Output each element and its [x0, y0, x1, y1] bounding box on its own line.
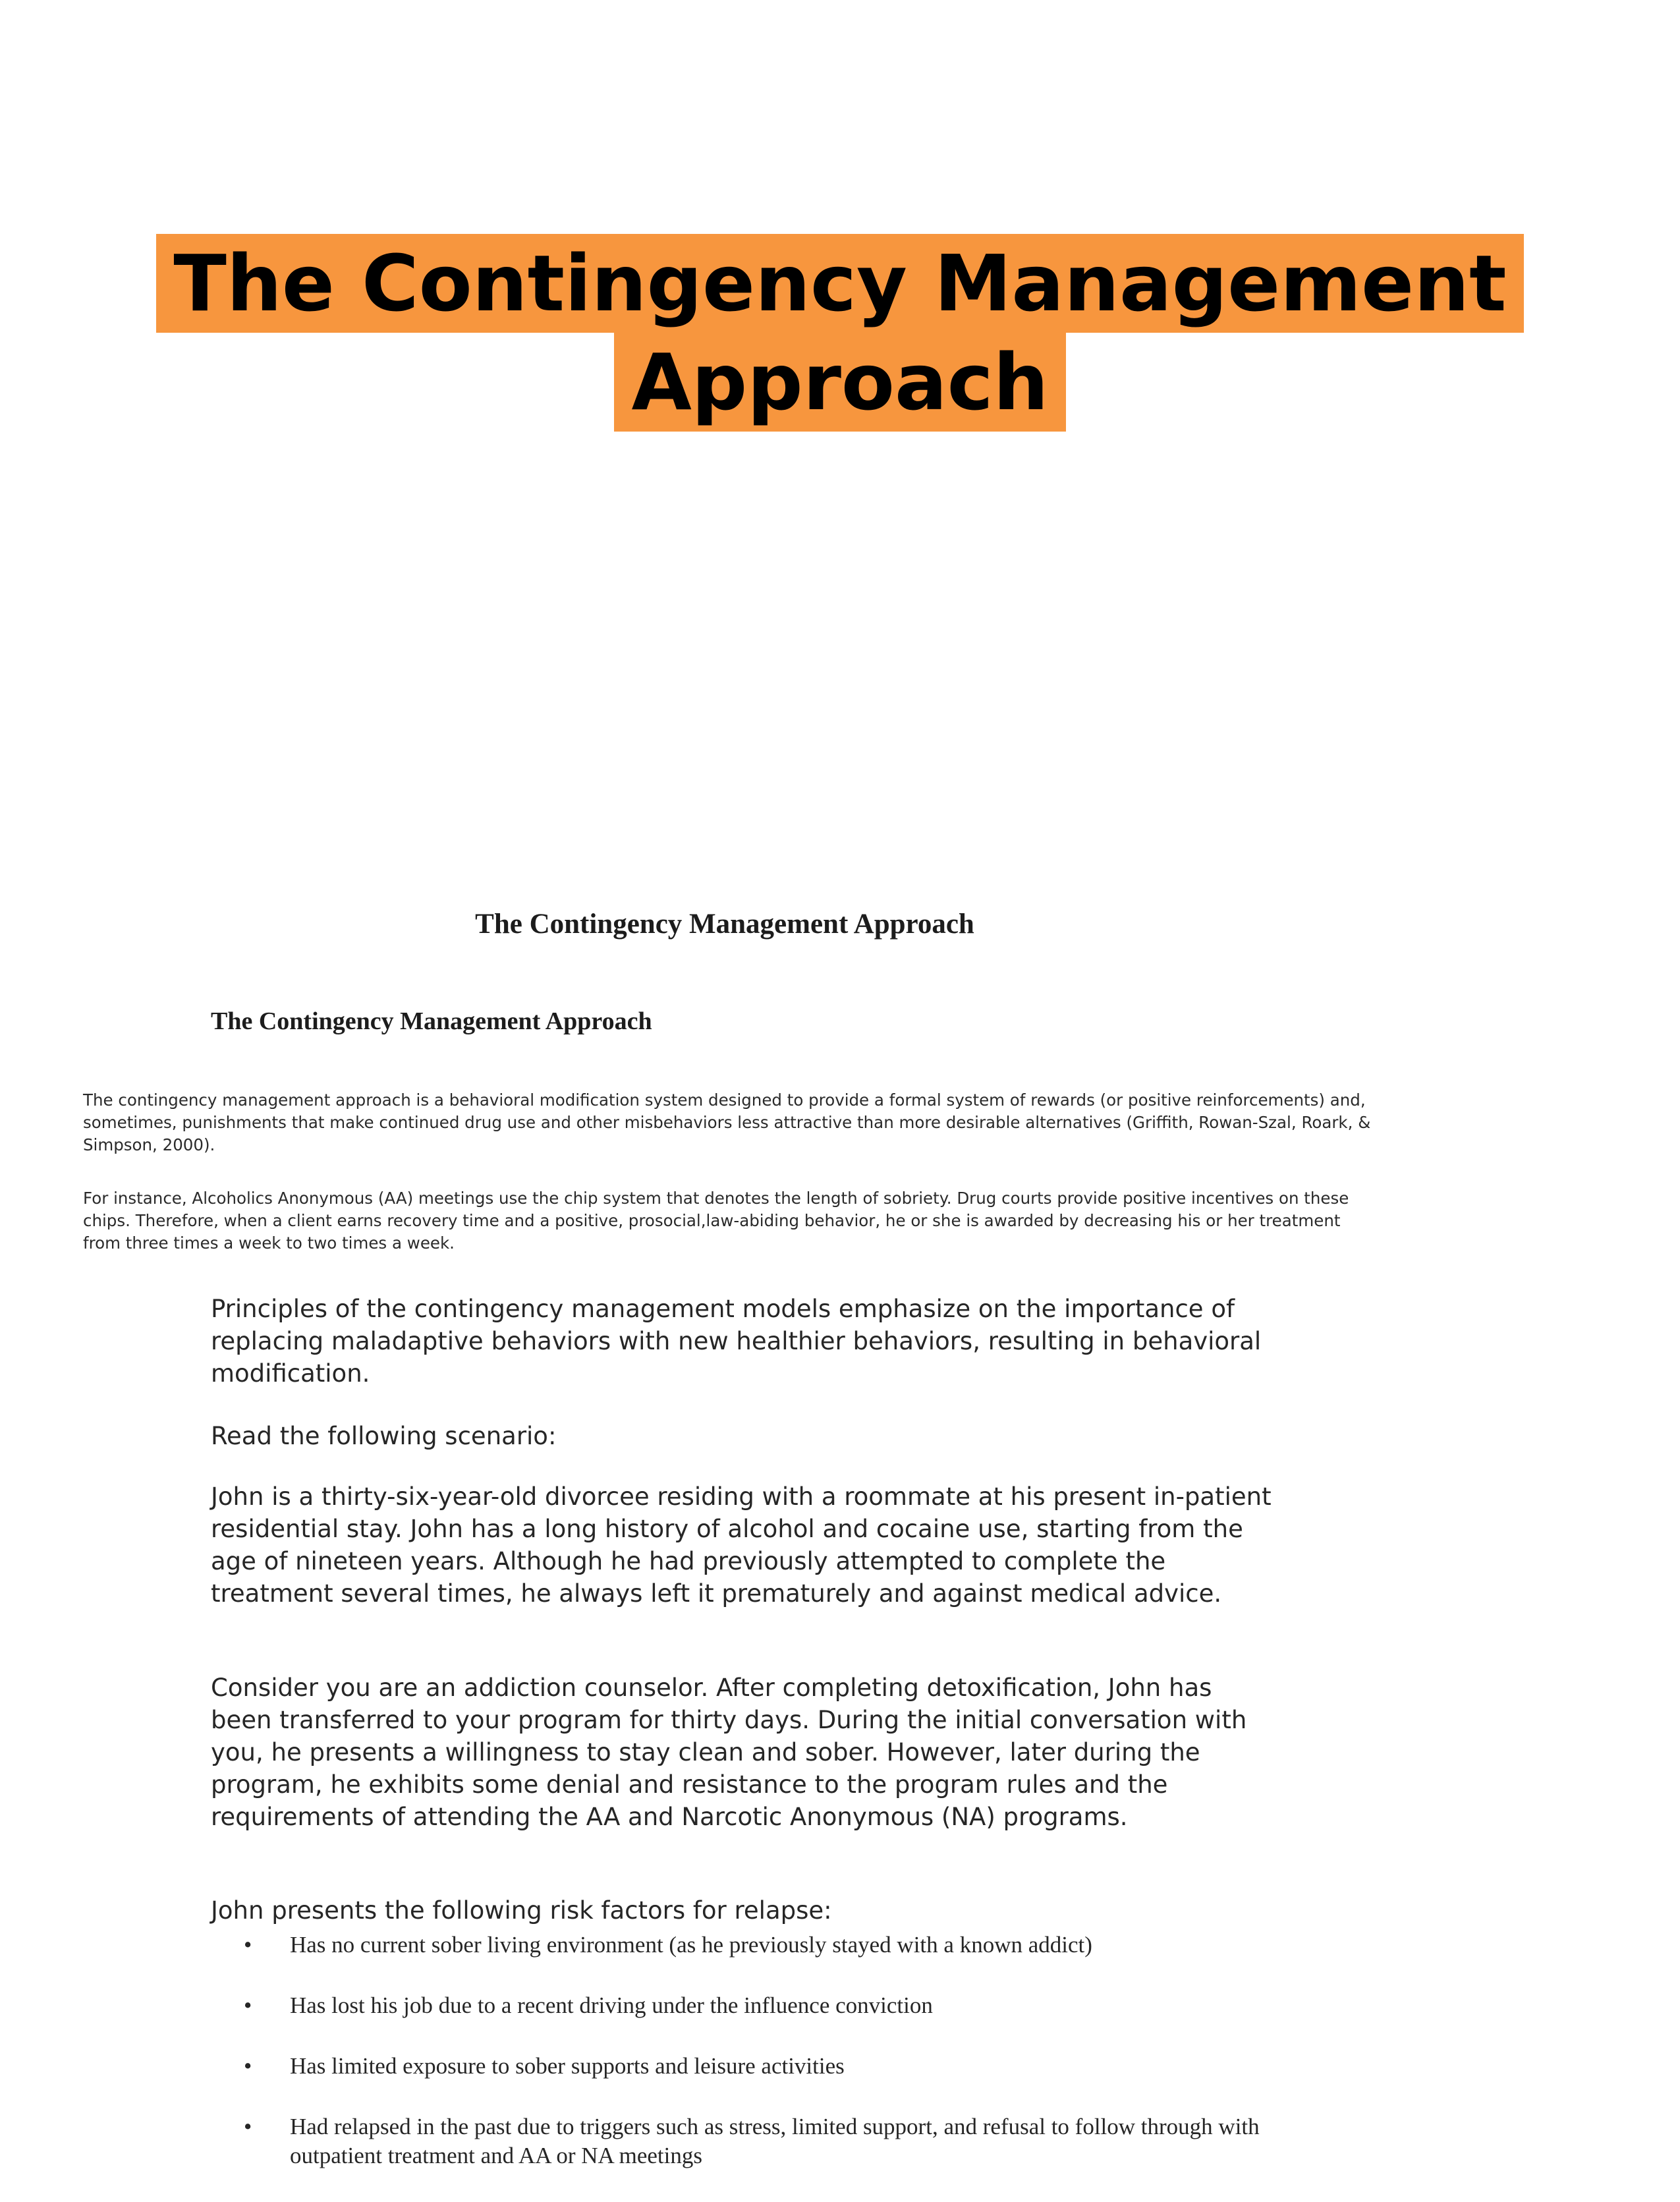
counselor-paragraph: Consider you are an addiction counselor. After completing detoxification, John has been transferred to your program for thirty days. During the initial conversation with you, he presents a willingness to stay clean and sober. However, later during the program, he exhibits some denial and resistance to the program rules and the requirements of attending the AA and Narcotic Anonymous (NA) programs.: [211, 1674, 1247, 1831]
risk-factor-text: Has no current sober living environment (as he previously stayed with a known addict): [290, 1932, 1092, 1958]
risk-factor-text: Had relapsed in the past due to triggers such as stress, limited support, and refusal to follow through with outpatient treatment and AA or NA meetings: [290, 2114, 1260, 2168]
banner-title-line-1: The Contingency Management: [156, 234, 1523, 333]
list-item: [244, 1931, 1324, 1960]
bullet-icon: •: [244, 1992, 252, 2018]
document-subtitle: The Contingency Management Approach: [211, 1007, 652, 1035]
john-paragraph: John is a thirty-six-year-old divorcee residing with a roommate at his present in-patient residential stay. John has a long history of alcohol and cocaine use, starting from the age of nineteen years. Although he had previously attempted to complete the treatment several times, he always left it prematurely and against medical advice.: [211, 1482, 1272, 1608]
intro-paragraph: The contingency management approach is a behavioral modification system designed to provide a formal system of rewards (or positive reinforcements) and, sometimes, punishments that make continued drug use and other misbehaviors less attractive than more desirable alternatives (Griffith, Rowan-Szal, Roark, & Simpson, 2000).: [83, 1090, 1371, 1154]
list-item: [244, 2112, 1324, 2170]
risk-factor-text: Has limited exposure to sober supports and leisure activities: [290, 2053, 845, 2079]
page-banner: [0, 234, 1680, 432]
list-item: [244, 2052, 1324, 2081]
bullet-icon: •: [244, 1932, 252, 1958]
bullet-icon: •: [244, 2114, 252, 2139]
risk-factor-list: [244, 1931, 1324, 2202]
risk-factor-text: Has lost his job due to a recent driving under the influence conviction: [290, 1992, 933, 2018]
banner-title-line-2: Approach: [614, 333, 1065, 432]
bullet-icon: •: [244, 2053, 252, 2079]
scenario-prompt: Read the following scenario:: [211, 1422, 557, 1450]
document-title: The Contingency Management Approach: [475, 909, 974, 940]
principles-paragraph: Principles of the contingency management models emphasize on the importance of replacing maladaptive behaviors with new healthier behaviors, resulting in behavioral modification.: [211, 1295, 1262, 1388]
list-item: [244, 1991, 1324, 2020]
risk-factors-heading: John presents the following risk factors for relapse:: [211, 1896, 832, 1925]
instance-paragraph: For instance, Alcoholics Anonymous (AA) meetings use the chip system that denotes the length of sobriety. Drug courts provide positive incentives on these chips. Therefore, when a client earns recovery time and a positive, prosocial,law-abiding behavior, he or she is awarded by decreasing his or her treatment from three times a week to two times a week.: [83, 1188, 1349, 1253]
